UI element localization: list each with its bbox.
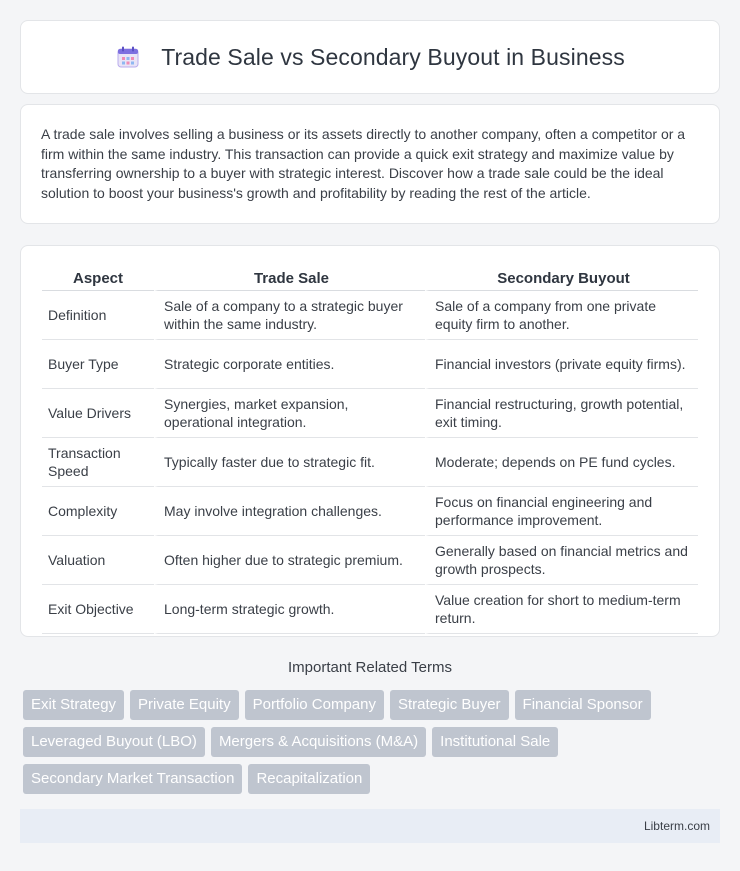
table-row	[42, 487, 698, 536]
cell-secondary-buyout: Financial investors (private equity firms).	[425, 340, 698, 389]
cell-trade-sale: Typically faster due to strategic fit.	[154, 438, 425, 487]
table-row	[42, 340, 698, 389]
footer	[20, 809, 720, 843]
header-secondary-buyout: Secondary Buyout	[425, 266, 698, 291]
table-row	[42, 585, 698, 634]
cell-trade-sale: Often higher due to strategic premium.	[154, 536, 425, 585]
intro-card	[20, 104, 720, 224]
cell-aspect: Valuation	[42, 536, 154, 585]
term-tag[interactable]: Private Equity	[130, 690, 239, 720]
table-row	[42, 389, 698, 438]
term-tag[interactable]: Leveraged Buyout (LBO)	[23, 727, 205, 757]
term-tag[interactable]: Mergers & Acquisitions (M&A)	[211, 727, 426, 757]
term-tag[interactable]: Financial Sponsor	[515, 690, 651, 720]
header-trade-sale: Trade Sale	[154, 266, 425, 291]
cell-secondary-buyout: Generally based on financial metrics and growth prospects.	[425, 536, 698, 585]
table-row	[42, 438, 698, 487]
term-tag[interactable]: Exit Strategy	[23, 690, 124, 720]
cell-trade-sale: Synergies, market expansion, operational integration.	[154, 389, 425, 438]
term-tag[interactable]: Strategic Buyer	[390, 690, 509, 720]
cell-aspect: Value Drivers	[42, 389, 154, 438]
cell-secondary-buyout: Financial restructuring, growth potential, exit timing.	[425, 389, 698, 438]
table-row	[42, 291, 698, 340]
page-title: Trade Sale vs Secondary Buyout in Business	[161, 43, 625, 70]
cell-secondary-buyout: Sale of a company from one private equity firm to another.	[425, 291, 698, 340]
term-tag[interactable]: Institutional Sale	[432, 727, 558, 757]
related-terms-title: Important Related Terms	[288, 659, 452, 676]
title-card	[20, 20, 720, 94]
related-terms-list	[20, 690, 720, 794]
cell-trade-sale: May involve integration challenges.	[154, 487, 425, 536]
cell-aspect: Exit Objective	[42, 585, 154, 634]
table-row	[42, 536, 698, 585]
cell-trade-sale: Sale of a company to a strategic buyer within the same industry.	[154, 291, 425, 340]
comparison-table	[42, 266, 698, 634]
term-tag[interactable]: Portfolio Company	[245, 690, 384, 720]
cell-aspect: Definition	[42, 291, 154, 340]
cell-secondary-buyout: Value creation for short to medium-term return.	[425, 585, 698, 634]
term-tag[interactable]: Secondary Market Transaction	[23, 764, 242, 794]
cell-aspect: Complexity	[42, 487, 154, 536]
footer-brand-link[interactable]: Libterm.com	[643, 819, 710, 833]
cell-aspect: Buyer Type	[42, 340, 154, 389]
intro-text: A trade sale involves selling a business or its assets directly to another company, often a competitor or a firm within the same industry. This transaction can provide a quick exit strategy and maximize value by transferring ownership to a buyer with strategic interest. Discover how a trade sale could be the ideal solution to boost your business's growth and profitability by reading the rest of the article.	[41, 126, 686, 201]
table-header-row	[42, 266, 698, 291]
cell-aspect: Transaction Speed	[42, 438, 154, 487]
cell-secondary-buyout: Moderate; depends on PE fund cycles.	[425, 438, 698, 487]
term-tag[interactable]: Recapitalization	[248, 764, 370, 794]
cell-trade-sale: Long-term strategic growth.	[154, 585, 425, 634]
cell-secondary-buyout: Focus on financial engineering and performance improvement.	[425, 487, 698, 536]
cell-trade-sale: Strategic corporate entities.	[154, 340, 425, 389]
header-aspect: Aspect	[42, 266, 154, 291]
comparison-card	[20, 245, 720, 637]
calendar-icon	[115, 44, 141, 70]
